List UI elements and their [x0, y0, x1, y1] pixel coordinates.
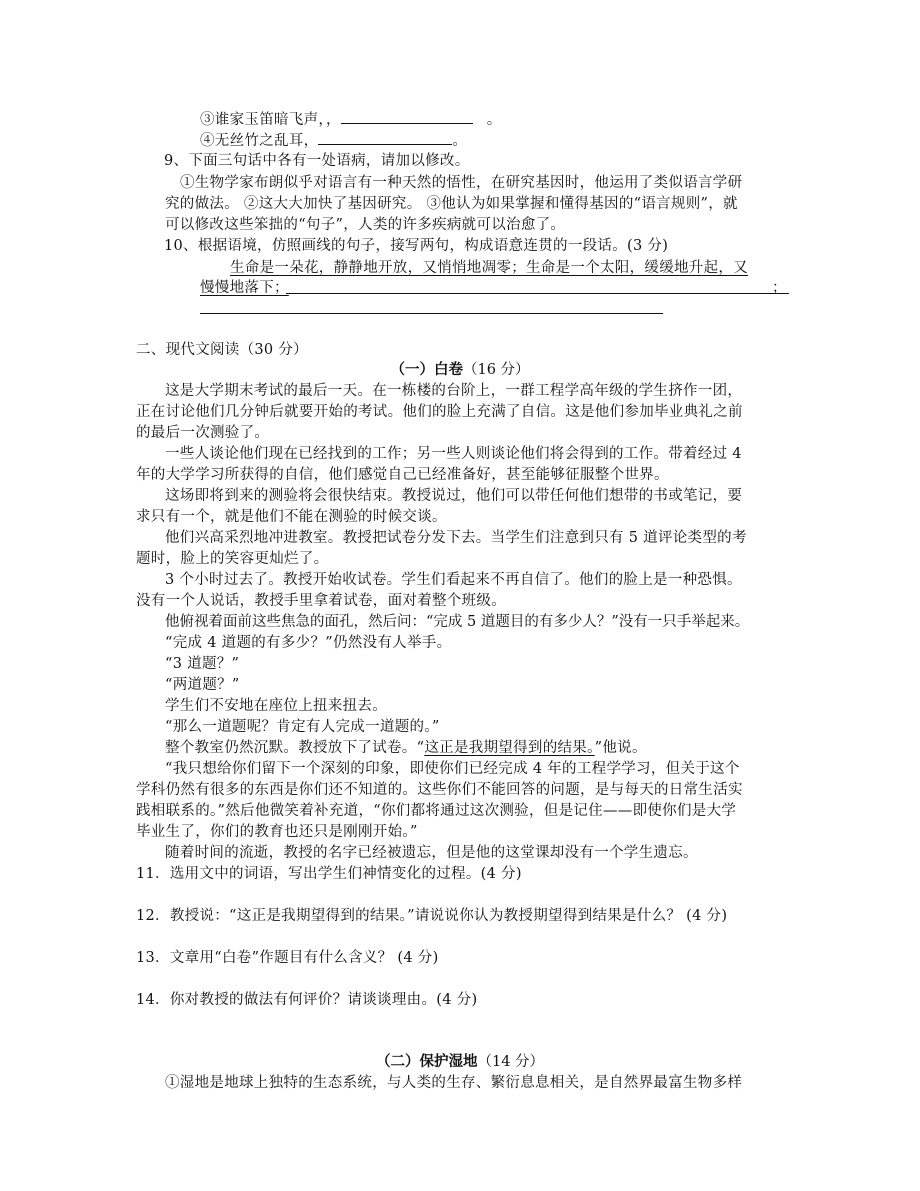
article-line: 正在讨论他们几分钟后就要开始的考试。他们的脸上充满了自信。这是他们参加毕业典礼之前	[136, 404, 743, 420]
q8-item4	[200, 130, 467, 151]
q10-title: 10、根据语境，仿照画线的句子，接写两句，构成语意连贯的一段话。(3 分)	[164, 238, 669, 254]
answer-blank[interactable]	[318, 130, 452, 145]
q8-item3-end: 。	[486, 112, 502, 128]
article-line: 一些人谈论他们现在已经找到的工作；另一些人则谈论他们将会得到的工作。带着经过 4	[165, 446, 742, 462]
quote-underlined: 这正是我期望得到的结果。	[424, 740, 595, 756]
question-14: 14．你对教授的做法有何评价？请谈谈理由。(4 分)	[136, 992, 478, 1008]
question-13: 13．文章用“白卷”作题目有什么含义？ (4 分)	[136, 950, 439, 966]
article-line: 这场即将到来的测验将会很快结束。教授说过，他们可以带任何他们想带的书或笔记，要	[165, 488, 743, 504]
part1-title-text: （一）白卷	[390, 361, 463, 378]
answer-blank[interactable]	[341, 109, 473, 124]
article-line: 他俯视着面前这些焦急的面孔，然后问：“完成 5 道题目的有多少人？”没有一只手举起来。	[165, 614, 750, 630]
article-line: 学生们不安地在座位上扭来扭去。	[165, 698, 387, 714]
article-line: “那么一道题呢？肯定有人完成一道题的。”	[165, 719, 440, 735]
q8-item4-end: 。	[452, 133, 468, 149]
article-line: 毕业生了，你们的教育也还只是刚刚开始。”	[136, 824, 418, 840]
article-line: 的最后一次测验了。	[136, 425, 270, 441]
q10-model-line2: 慢慢地落下；	[200, 280, 289, 296]
q10-model-line1: 生命是一朵花，静静地开放，又悄悄地凋零；生命是一个太阳，缓缓地升起，又	[230, 260, 748, 276]
article-line: 随着时间的流逝，教授的名字已经被遗忘，但是他的这堂课却没有一个学生遗忘。	[165, 845, 698, 861]
part1-score: （16 分）	[462, 362, 530, 378]
q8-item3-text: ③谁家玉笛暗飞声，，	[200, 112, 341, 128]
q8-item3	[200, 109, 502, 130]
quote-post: ”他说。	[594, 740, 647, 756]
article-line: 他们兴高采烈地冲进教室。教授把试卷分发下去。当学生们注意到只有 5 道评论类型的考	[165, 530, 747, 546]
q9-line2: 究的做法。 ②这大大加快了基因研究。 ③他认为如果掌握和懂得基因的“语言规则”，就	[165, 196, 738, 212]
article-line: “两道题？”	[165, 677, 240, 693]
part2-title-text: （二）保护湿地	[375, 1053, 478, 1070]
article-line: “我只想给你们留下一个深刻的印象，即使你们已经完成 4 年的工程学学习，但关于这个	[165, 761, 740, 777]
part1-title	[0, 360, 920, 380]
article-line: “3 道题？”	[165, 656, 240, 672]
answer-line[interactable]	[286, 293, 789, 294]
part2-score: （14 分）	[477, 1054, 545, 1070]
article-line: 年的大学学习所获得的自信，他们感觉自己已经准备好，甚至能够征服整个世界。	[136, 467, 669, 483]
article-line: 题时，脸上的笑容更灿烂了。	[136, 551, 329, 567]
question-11: 11．选用文中的词语，写出学生们神情变化的过程。(4 分)	[136, 866, 522, 882]
article-line: 践相联系的。”然后他微笑着补充道，“你们都将通过这次测验，但是记住——即使你们是大学	[136, 803, 737, 819]
article-line: “完成 4 道题的有多少？”仍然没有人举手。	[165, 635, 452, 651]
answer-line[interactable]	[200, 313, 663, 314]
quote-pre: 整个教室仍然沉默。教授放下了试卷。“	[165, 740, 425, 756]
q8-item4-text: ④无丝竹之乱耳，	[200, 133, 319, 149]
article-line: 学科仍然有很多的东西是你们还不知道的。这些你们不能回答的问题，是与每天的日常生活实	[136, 782, 743, 798]
article-line: 3 个小时过去了。教授开始收试卷。学生们看起来不再自信了。他们的脸上是一种恐惧。	[165, 572, 742, 588]
q9-line3: 可以修改这些笨拙的“句子”，人类的许多疾病就可以治愈了。	[165, 217, 566, 233]
article-line: 求只有一个，就是他们不能在测验的时候交谈。	[136, 509, 447, 525]
part2-title	[0, 1052, 920, 1072]
section-heading: 二、现代文阅读（30 分）	[136, 342, 308, 358]
q10-line2-end: ；	[772, 280, 787, 296]
q9-title: 9、下面三句话中各有一处语病，请加以修改。	[164, 153, 470, 169]
q9-line1: ①生物学家布朗似乎对语言有一种天然的悟性，在研究基因时，他运用了类似语言学研	[180, 175, 743, 191]
article-line-underlined-quote	[165, 738, 647, 758]
article-line: 没有一个人说话，教授手里拿着试卷，面对着整个班级。	[136, 593, 506, 609]
question-12: 12．教授说：“这正是我期望得到的结果。”请说说你认为教授期望得到结果是什么？ (4 分)	[136, 908, 728, 924]
article-line: 这是大学期末考试的最后一天。在一栋楼的台阶上，一群工程学高年级的学生挤作一团，	[165, 383, 743, 399]
part2-first-line: ①湿地是地球上独特的生态系统，与人类的生存、繁衍息息相关，是自然界最富生物多样	[165, 1075, 743, 1091]
